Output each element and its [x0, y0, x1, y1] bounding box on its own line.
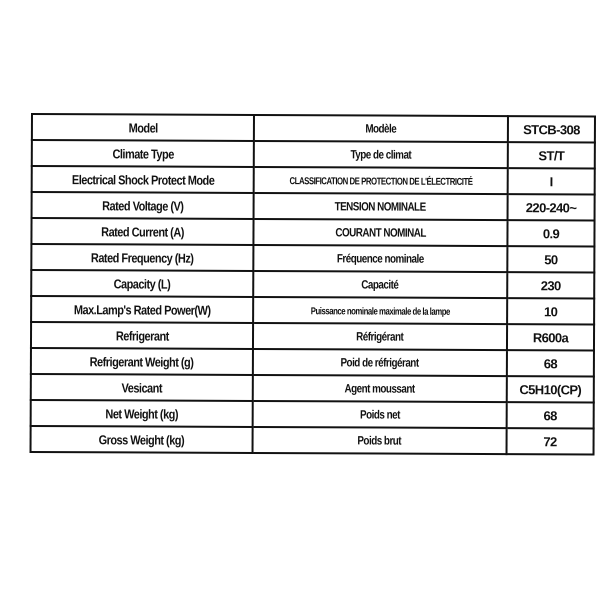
table-row	[31, 374, 594, 402]
table-row	[31, 218, 594, 246]
spec-label-fr: Agent moussant	[253, 375, 507, 402]
spec-value: 230	[507, 272, 594, 298]
table-row	[31, 296, 594, 324]
spec-label-fr: Puissance nominale maximale de la lampe	[253, 297, 507, 324]
table-row	[32, 140, 595, 168]
spec-label-en: Rated Current (A)	[47, 218, 238, 245]
spec-label-fr: Réfrigérant	[253, 323, 507, 350]
spec-label-fr: Poids brut	[253, 427, 507, 454]
spec-label-fr: CLASSIFICATION DE PROTECTION DE L'ÉLECTRICITÉ	[254, 167, 508, 194]
spec-value: C5H10(CP)	[507, 376, 594, 402]
spec-label-fr: Modèle	[254, 115, 508, 142]
spec-value: 10	[507, 298, 594, 324]
table-row	[31, 322, 594, 350]
spec-label-en: Max.Lamp's Rated Power(W)	[47, 296, 238, 323]
spec-label-fr: Poids net	[253, 401, 507, 428]
table-row	[31, 244, 594, 272]
spec-label-fr: Fréquence nominale	[253, 245, 507, 272]
spec-value: 72	[507, 428, 594, 454]
spec-label-en: Climate Type	[47, 140, 238, 167]
table-row	[31, 348, 594, 376]
spec-table	[30, 113, 596, 455]
spec-value: I	[508, 168, 595, 194]
spec-label-en: Capacity (L)	[47, 270, 238, 297]
spec-value: ST/T	[508, 142, 595, 168]
spec-label-fr: TENSION NOMINALE	[254, 193, 508, 220]
spec-label-en: Refrigerant Weight (g)	[46, 348, 237, 375]
table-row	[32, 166, 595, 194]
spec-label-en: Vesicant	[46, 374, 237, 401]
spec-value: 68	[507, 350, 594, 376]
spec-label-fr: Capacité	[253, 271, 507, 298]
spec-label-en: Gross Weight (kg)	[46, 426, 237, 453]
spec-label-en: Refrigerant	[47, 322, 238, 349]
spec-value: 50	[507, 246, 594, 272]
spec-label-fr: Type de climat	[254, 141, 508, 168]
spec-label-en: Net Weight (kg)	[46, 400, 237, 427]
spec-value: STCB-308	[508, 116, 595, 142]
spec-value: 220-240~	[508, 194, 595, 220]
table-row	[32, 114, 595, 142]
spec-label-fr: COURANT NOMINAL	[253, 219, 507, 246]
table-row	[31, 426, 594, 454]
table-row	[32, 192, 595, 220]
spec-value: 68	[507, 402, 594, 428]
spec-label-en: Electrical Shock Protect Mode	[47, 166, 238, 193]
spec-label-en: Rated Voltage (V)	[47, 192, 238, 219]
spec-label-en: Model	[47, 114, 238, 141]
spec-value: 0.9	[507, 220, 594, 246]
table-row	[31, 270, 594, 298]
table-row	[31, 400, 594, 428]
spec-label-en: Rated Frequency (Hz)	[47, 244, 238, 271]
spec-label-fr: Poid de réfrigérant	[253, 349, 507, 376]
spec-value: R600a	[507, 324, 594, 350]
